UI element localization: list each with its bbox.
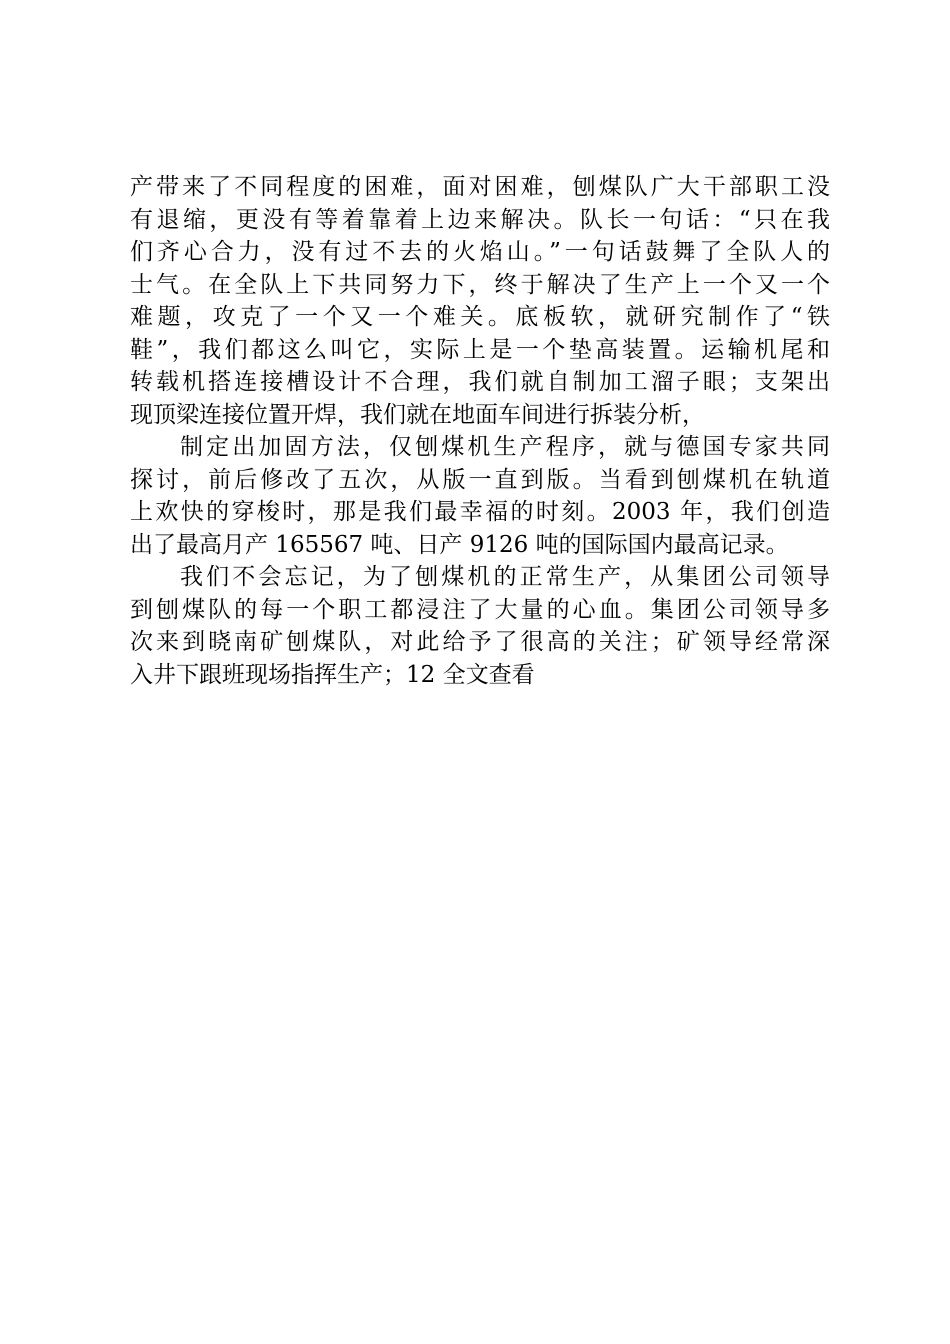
paragraph-1-line-6: 鞋”，我们都这么叫它，实际上是一个垫高装置。运输机尾和 (130, 336, 830, 363)
paragraph-2-line-2: 探讨，前后修改了五次，从版一直到版。当看到刨煤机在轨道 (130, 466, 830, 493)
paragraph-3-line-4: 入井下跟班现场指挥生产；12 全文查看 (130, 661, 535, 688)
paragraph-3-line-1: 我们不会忘记，为了刨煤机的正常生产，从集团公司领导 (180, 564, 830, 590)
paragraph-3-line-2: 到刨煤队的每一个职工都浸注了大量的心血。集团公司领导多 (130, 596, 830, 623)
body-text (130, 171, 830, 691)
paragraph-2-line-1: 制定出加固方法，仅刨煤机生产程序，就与德国专家共同 (180, 434, 830, 460)
paragraph-2-line-4: 出了最高月产 165567 吨、日产 9126 吨的国际国内最高记录。 (130, 531, 789, 558)
paragraph-1-line-5: 难题，攻克了一个又一个难关。底板软，就研究制作了“铁 (130, 304, 830, 330)
paragraph-1-line-2: 有退缩，更没有等着靠着上边来解决。队长一句话：“只在我 (130, 206, 830, 233)
paragraph-1-line-1: 产带来了不同程度的困难，面对困难，刨煤队广大干部职工没 (130, 174, 830, 200)
paragraph-1-line-4: 士气。在全队上下共同努力下，终于解决了生产上一个又一个 (130, 271, 830, 298)
paragraph-1-line-8: 现顶梁连接位置开焊，我们就在地面车间进行拆装分析， (130, 401, 705, 428)
paragraph-1-line-7: 转载机搭连接槽设计不合理，我们就自制加工溜子眼；支架出 (130, 369, 830, 395)
paragraph-2-line-3: 上欢快的穿梭时，那是我们最幸福的时刻。2003 年，我们创造 (130, 499, 830, 525)
paragraph-3-line-3: 次来到晓南矿刨煤队，对此给予了很高的关注；矿领导经常深 (130, 629, 830, 655)
paragraph-1-line-3: 们齐心合力，没有过不去的火焰山。”一句话鼓舞了全队人的 (130, 239, 830, 265)
